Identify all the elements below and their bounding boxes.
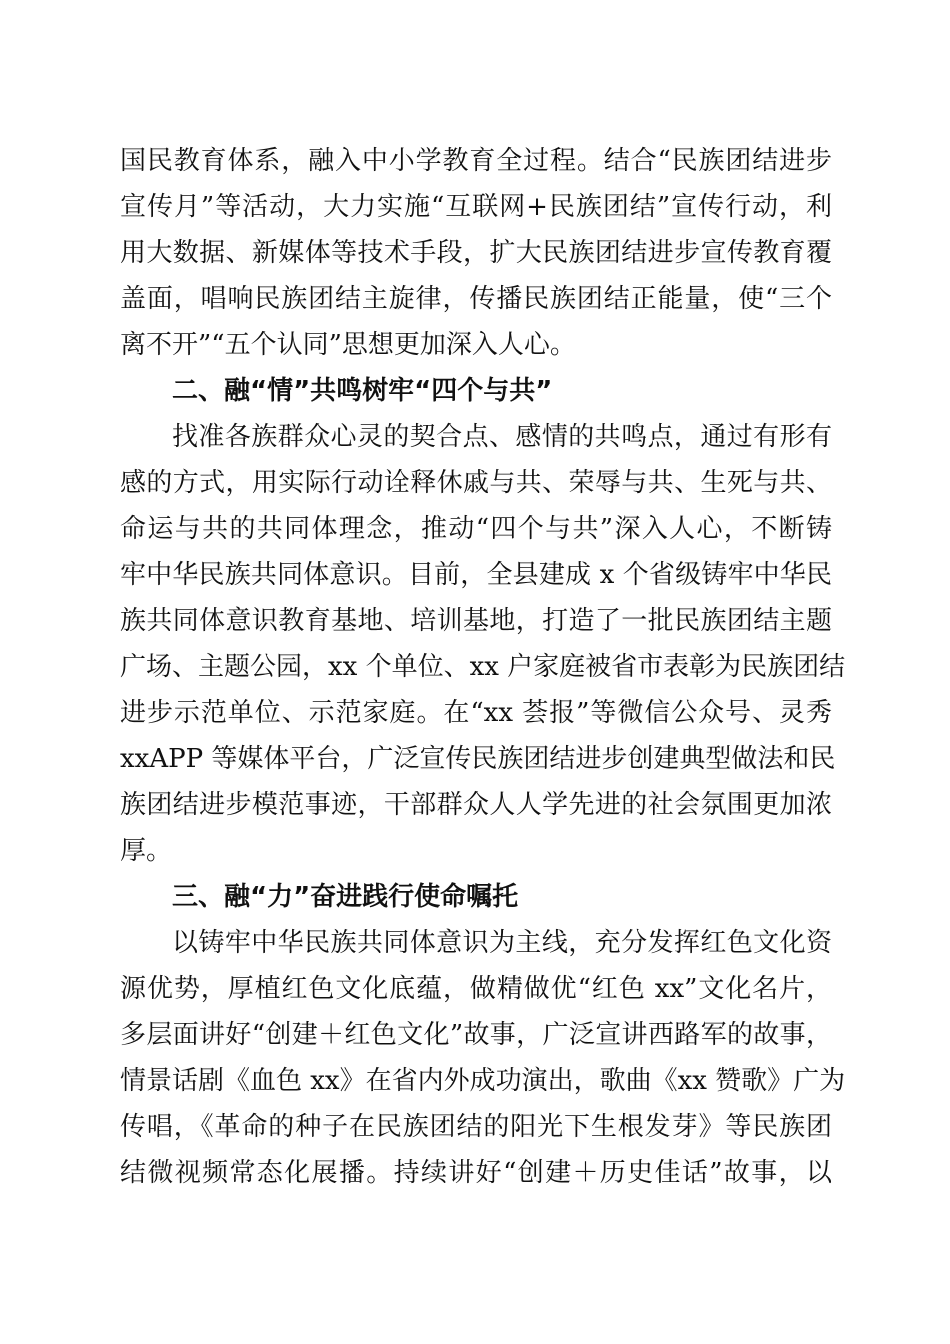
text-line: 宣传月”等活动，大力实施“互联网+民族团结”宣传行动，利 <box>120 192 832 222</box>
text-line: 族团结进步模范事迹，干部群众人人学先进的社会氛围更加浓 <box>120 790 832 820</box>
section-heading-2: 二、融“情”共鸣树牢“四个与共” <box>172 376 553 406</box>
text-line: 国民教育体系，融入中小学教育全过程。结合“民族团结进步 <box>120 146 832 176</box>
text-line: 命运与共的共同体理念，推动“四个与共”深入人心，不断铸 <box>120 514 832 544</box>
text-line: 盖面，唱响民族团结主旋律，传播民族团结正能量，使“三个 <box>120 284 832 314</box>
text-line: 找准各族群众心灵的契合点、感情的共鸣点，通过有形有 <box>172 422 832 452</box>
text-line: 结微视频常态化展播。持续讲好“创建＋历史佳话”故事，以 <box>120 1158 832 1188</box>
text-line: 进步示范单位、示范家庭。在“xx 荟报”等微信公众号、灵秀 <box>120 698 832 728</box>
text-line: 牢中华民族共同体意识。目前，全县建成 x 个省级铸牢中华民 <box>120 560 832 590</box>
text-line: 离不开”“五个认同”思想更加深入人心。 <box>120 330 576 360</box>
text-line: 情景话剧《血色 xx》在省内外成功演出，歌曲《xx 赞歌》广为 <box>120 1066 846 1096</box>
text-line: xxAPP 等媒体平台，广泛宣传民族团结进步创建典型做法和民 <box>120 744 836 774</box>
text-line: 广场、主题公园，xx 个单位、xx 户家庭被省市表彰为民族团结 <box>120 652 846 682</box>
text-line: 用大数据、新媒体等技术手段，扩大民族团结进步宣传教育覆 <box>120 238 832 268</box>
paragraph-3 <box>120 920 846 1196</box>
text-line: 源优势，厚植红色文化底蕴，做精做优“红色 xx”文化名片， <box>120 974 832 1004</box>
text-line: 感的方式，用实际行动诠释休戚与共、荣辱与共、生死与共、 <box>120 468 832 498</box>
text-line: 族共同体意识教育基地、培训基地，打造了一批民族团结主题 <box>120 606 832 636</box>
paragraph-2 <box>120 414 846 874</box>
text-line: 传唱，《革命的种子在民族团结的阳光下生根发芽》等民族团 <box>120 1112 832 1142</box>
text-line: 多层面讲好“创建＋红色文化”故事，广泛宣讲西路军的故事， <box>120 1020 832 1050</box>
document-body <box>120 138 846 1196</box>
text-line: 厚。 <box>120 836 173 866</box>
paragraph-1 <box>120 138 832 368</box>
section-heading-3: 三、融“力”奋进践行使命嘱托 <box>172 882 519 912</box>
text-line: 以铸牢中华民族共同体意识为主线，充分发挥红色文化资 <box>172 928 832 958</box>
